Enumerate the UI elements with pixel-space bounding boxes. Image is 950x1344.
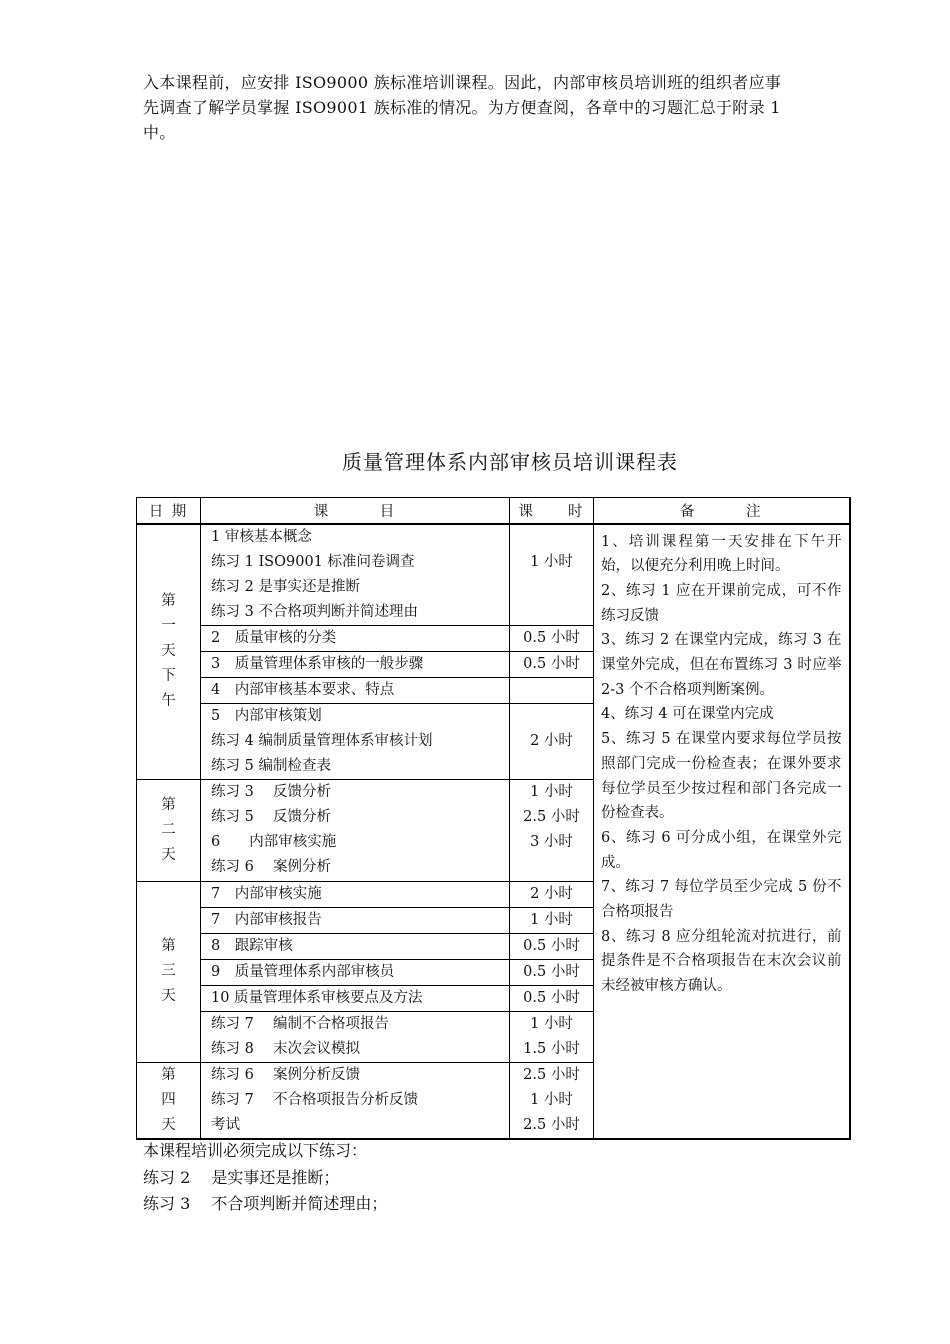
- note-item: 4、练习 4 可在课堂内完成: [601, 706, 774, 723]
- hours-cell: 1 小时 1.5 小时: [510, 1011, 594, 1062]
- required-exercises: [143, 1138, 387, 1218]
- required-exercises-line: 练习 3 不合项判断并简述理由；: [143, 1194, 388, 1213]
- note-item: 8、练习 8 应分组轮流对抗进行，前提条件是不合格项报告在末次会议前未经被审核方确认。: [601, 928, 842, 995]
- header-date: 日 期: [137, 498, 201, 524]
- course-cell: 练习 3 反馈分析 练习 5 反馈分析 6 内部审核实施 练习 6 案例分析: [201, 779, 510, 881]
- hours-cell: 0.5 小时: [510, 625, 594, 651]
- hours-cell: 1 小时 2.5 小时 3 小时: [510, 779, 594, 881]
- intro-line: 先调查了解学员掌握 ISO9001 族标准的情况。为方便查阅，各章中的习题汇总于附录 1: [143, 98, 781, 117]
- course-cell: 2 质量审核的分类: [201, 625, 510, 651]
- hours-cell: 2 小时: [510, 881, 594, 907]
- hours-cell: [510, 677, 594, 703]
- day-label-1: 第 一 天 下 午: [137, 524, 201, 780]
- course-cell: 7 内部审核报告: [201, 907, 510, 933]
- hours-cell: 2 小时: [510, 703, 594, 779]
- intro-line: 入本课程前，应安排 ISO9000 族标准培训课程。因此，内部审核员培训班的组织者应事: [143, 73, 782, 92]
- notes-cell: [594, 524, 850, 1139]
- day-label-3: 第 三 天: [137, 881, 201, 1062]
- required-exercises-line: 本课程培训必须完成以下练习：: [143, 1141, 368, 1160]
- course-cell: 9 质量管理体系内部审核员: [201, 959, 510, 985]
- training-schedule-table: [136, 497, 851, 1140]
- course-cell: 5 内部审核策划 练习 4 编制质量管理体系审核计划 练习 5 编制检查表: [201, 703, 510, 779]
- hours-cell: 0.5 小时: [510, 985, 594, 1011]
- hours-cell: 0.5 小时: [510, 933, 594, 959]
- hours-cell: 0.5 小时: [510, 959, 594, 985]
- header-course: 课 目: [201, 498, 510, 524]
- header-hours: 课 时: [510, 498, 594, 524]
- intro-line: 中。: [143, 123, 176, 142]
- day-label-2: 第 二 天: [137, 779, 201, 881]
- note-item: 7、练习 7 每位学员至少完成 5 份不合格项报告: [601, 879, 842, 921]
- note-item: 5、练习 5 在课堂内要求每位学员按照部门完成一份检查表；在课外要求每位学员至少按过程和部门各完成一份检查表。: [601, 731, 842, 822]
- intro-paragraph: [143, 70, 883, 145]
- table-title: 质量管理体系内部审核员培训课程表: [342, 450, 678, 474]
- hours-cell: 1 小时: [510, 907, 594, 933]
- note-item: 3、练习 2 在课堂内完成，练习 3 在课堂外完成，但在布置练习 3 时应举 2-3 个不合格项判断案例。: [601, 632, 842, 698]
- day-label-4: 第 四 天: [137, 1062, 201, 1139]
- note-item: 2、练习 1 应在开课前完成，可不作练习反馈: [601, 582, 842, 624]
- note-item: 6、练习 6 可分成小组，在课堂外完成。: [601, 829, 842, 871]
- note-item: 1、培训课程第一天安排在下午开始，以便充分利用晚上时间。: [601, 533, 842, 575]
- hours-cell: 1 小时: [510, 524, 594, 626]
- required-exercises-line: 练习 2 是实事还是推断；: [143, 1167, 340, 1187]
- hours-cell: 2.5 小时 1 小时 2.5 小时: [510, 1062, 594, 1139]
- header-notes: 备 注: [594, 498, 850, 524]
- hours-cell: 0.5 小时: [510, 651, 594, 677]
- course-cell: 3 质量管理体系审核的一般步骤: [201, 651, 510, 677]
- course-cell: 8 跟踪审核: [201, 933, 510, 959]
- course-cell: 1 审核基本概念 练习 1 ISO9001 标准问卷调查 练习 2 是事实还是推断 练习 3 不合格项判断并简述理由: [201, 524, 510, 626]
- course-cell: 4 内部审核基本要求、特点: [201, 677, 510, 703]
- course-cell: 10 质量管理体系审核要点及方法: [201, 985, 510, 1011]
- course-cell: 7 内部审核实施: [201, 881, 510, 907]
- course-cell: 练习 6 案例分析反馈 练习 7 不合格项报告分析反馈 考试: [201, 1062, 510, 1139]
- course-cell: 练习 7 编制不合格项报告 练习 8 末次会议模拟: [201, 1011, 510, 1062]
